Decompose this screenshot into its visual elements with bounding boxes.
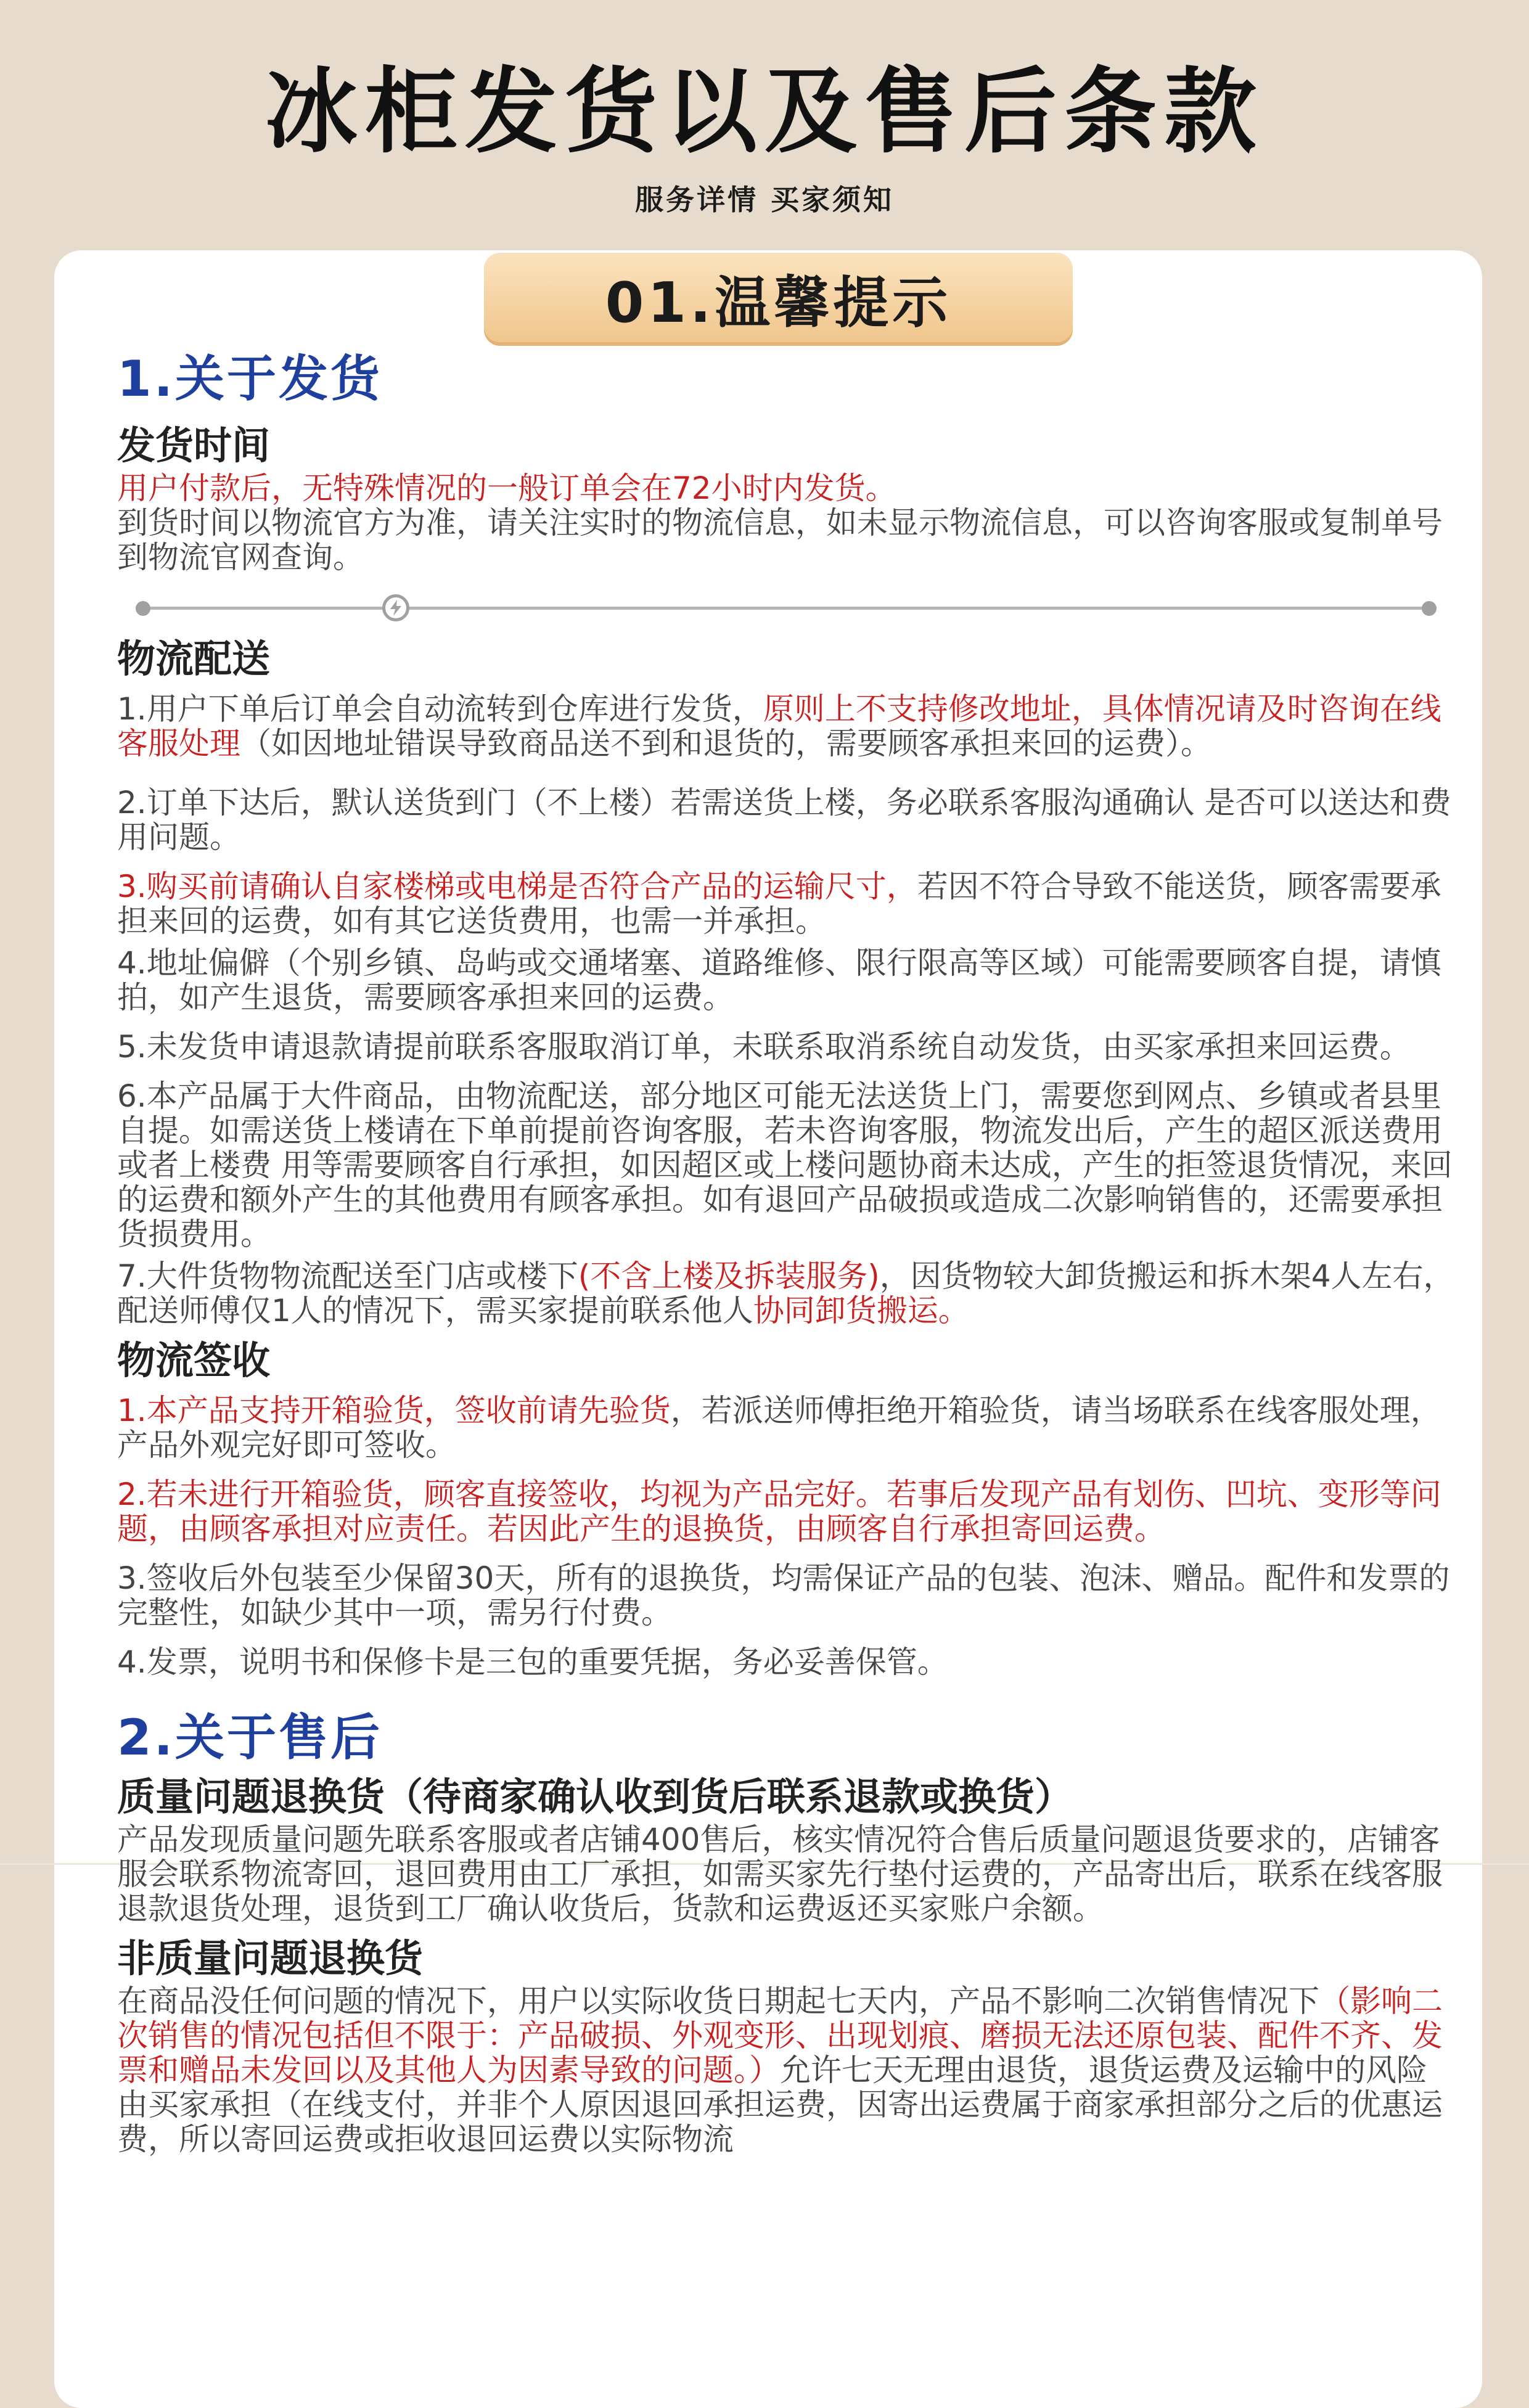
signing-item-4: 4.发票，说明书和保修卡是三包的重要凭据，务必妥善保管。	[117, 1644, 948, 1680]
section-aftersales-title: 2.关于售后	[117, 1709, 383, 1766]
signing-item-1: 1.本产品支持开箱验货，签收前请先验货，若派送师傅拒绝开箱验货，请当场联系在线客服处理，产品外观完好即可签收。	[117, 1393, 1441, 1463]
lightning-icon	[382, 594, 409, 621]
delivery-item-2: 2.订单下达后，默认送货到门（不上楼）若需送货上楼，务必联系客服沟通确认 是否可以送达和费用问题。	[117, 785, 1451, 855]
section-divider	[136, 589, 1437, 626]
delivery-heading: 物流配送	[117, 636, 271, 681]
terms-content	[117, 345, 1455, 2156]
tips-badge-label: 01.温馨提示	[605, 270, 952, 335]
section-shipping-title: 1.关于发货	[117, 350, 383, 407]
shipping-time-heading: 发货时间	[117, 423, 271, 468]
page-title: 冰柜发货以及售后条款	[264, 59, 1264, 166]
delivery-item-4: 4.地址偏僻（个别乡镇、岛屿或交通堵塞、道路维修、限行限高等区域）可能需要顾客自提，请慎拍，如产生退货，需要顾客承担来回的运费。	[117, 945, 1441, 1015]
nonquality-body: 在商品没任何问题的情况下，用户以实际收货日期起七天内，产品不影响二次销售情况下（影响二次销售的情况包括但不限于：产品破损、外观变形、出现划痕、磨损无法还原包装、配件不齐、发票和赠品未发回以及其他人为因素导致的问题。）允许七天无理由退货，退货运费及运输中的风险由买家承担（在线支付，并非个人原因退回承担运费，因寄出运费属于商家承担部分之后的优惠运费，所以寄回运费或拒收退回运费以实际物流	[117, 1983, 1443, 2157]
tips-badge	[484, 253, 1073, 342]
signing-item-2: 2.若未进行开箱验货，顾客直接签收，均视为产品完好。若事后发现产品有划伤、凹坑、变形等问题，由顾客承担对应责任。若因此产生的退换货，由顾客自行承担寄回运费。	[117, 1476, 1441, 1547]
shipping-time-notice: 用户付款后，无特殊情况的一般订单会在72小时内发货。	[117, 470, 896, 506]
delivery-item-7: 7.大件货物物流配送至门店或楼下(不含上楼及拆装服务)，因货物较大卸货搬运和拆木架4人左右，配送师傅仅1人的情况下，需买家提前联系他人协同卸货搬运。	[117, 1258, 1454, 1329]
delivery-item-6: 6.本产品属于大件商品，由物流配送，部分地区可能无法送货上门，需要您到网点、乡镇或者县里自提。如需送货上楼请在下单前提前咨询客服，若未咨询客服，物流发出后，产生的超区派送费用或者上楼费 用等需要顾客自行承担，如因超区或上楼问题协商未达成，产生的拒签退货情况，来回的运费和额外产生的其他费用有顾客承担。如有退回产品破损或造成二次影响销售的，还需要承担货损费用。	[117, 1078, 1453, 1252]
shipping-time-body: 到货时间以物流官方为准，请关注实时的物流信息，如未显示物流信息，可以咨询客服或复制单号到物流官网查询。	[117, 505, 1443, 575]
page-subtitle: 服务详情 买家须知	[634, 183, 894, 216]
delivery-item-3: 3.购买前请确认自家楼梯或电梯是否符合产品的运输尺寸，若因不符合导致不能送货，顾客需要承担来回的运费，如有其它送货费用，也需一并承担。	[117, 869, 1441, 939]
delivery-item-1: 1.用户下单后订单会自动流转到仓库进行发货，原则上不支持修改地址，具体情况请及时咨询在线客服处理（如因地址错误导致商品送不到和退货的，需要顾客承担来回的运费）。	[117, 691, 1441, 761]
delivery-item-5: 5.未发货申请退款请提前联系客服取消订单，未联系取消系统自动发货，由买家承担来回运费。	[117, 1029, 1411, 1065]
signing-item-3: 3.签收后外包装至少保留30天，所有的退换货，均需保证产品的包装、泡沫、赠品。配件和发票的完整性，如缺少其中一项，需另行付费。	[117, 1560, 1450, 1631]
signing-heading: 物流签收	[117, 1338, 271, 1383]
nonquality-heading: 非质量问题退换货	[117, 1936, 424, 1981]
quality-body: 产品发现质量问题先联系客服或者店铺400售后，核实情况符合售后质量问题退货要求的，店铺客服会联系物流寄回，退回费用由工厂承担，如需买家先行垫付运费的，产品寄出后，联系在线客服退款退货处理，退货到工厂确认收货后，货款和运费返还买家账户余额。	[117, 1822, 1443, 1927]
quality-heading: 质量问题退换货（待商家确认收到货后联系退款或换货）	[117, 1774, 1073, 1819]
